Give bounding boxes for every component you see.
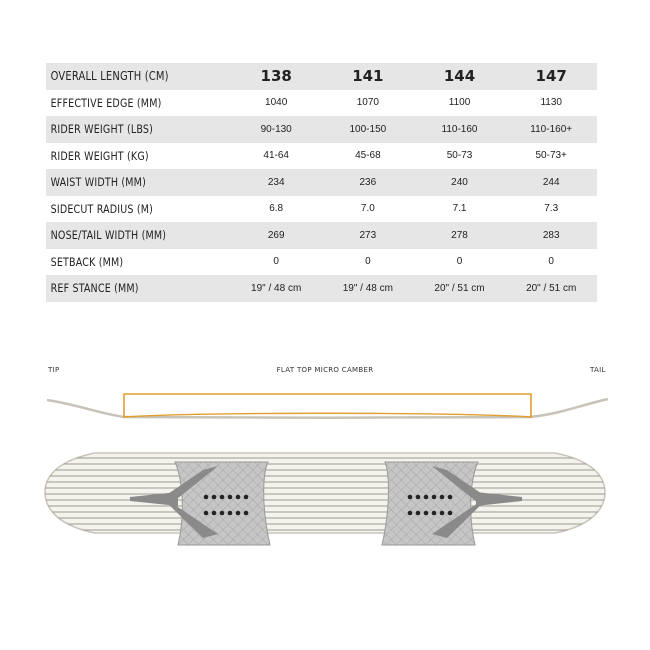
board-top-view bbox=[40, 453, 610, 545]
camber-profile-label: FLAT TOP MICRO CAMBER bbox=[276, 366, 374, 374]
size-147: 147 bbox=[535, 67, 567, 86]
spec-value: 269 bbox=[267, 229, 285, 241]
spec-value: 0 bbox=[273, 256, 279, 268]
spec-value: 7.3 bbox=[544, 203, 559, 215]
spec-label: RIDER WEIGHT (KG) bbox=[50, 148, 149, 163]
spec-value: 19" / 48 cm bbox=[342, 282, 393, 294]
spec-value: 1040 bbox=[265, 97, 288, 109]
spec-value: 240 bbox=[451, 176, 468, 188]
spec-label: OVERALL LENGTH (CM) bbox=[50, 69, 169, 84]
board-profile-curve bbox=[47, 399, 608, 418]
spec-label: NOSE/TAIL WIDTH (MM) bbox=[50, 228, 167, 243]
spec-value: 7.0 bbox=[360, 203, 375, 215]
spec-value: 244 bbox=[542, 176, 560, 188]
spec-value: 1130 bbox=[540, 97, 562, 109]
spec-label: REF STANCE (MM) bbox=[50, 281, 139, 296]
spec-value: 0 bbox=[456, 256, 463, 268]
tail-label: TAIL bbox=[590, 366, 606, 374]
spec-value: 234 bbox=[267, 176, 285, 188]
size-141: 141 bbox=[352, 67, 384, 86]
spec-label: SETBACK (MM) bbox=[50, 254, 124, 269]
spec-value: 283 bbox=[542, 229, 560, 241]
spec-value: 110-160 bbox=[441, 123, 478, 135]
spec-value: 0 bbox=[365, 256, 371, 268]
spec-value: 6.8 bbox=[269, 203, 284, 215]
spec-value: 50-73+ bbox=[535, 150, 567, 162]
spec-label: EFFECTIVE EDGE (MM) bbox=[50, 95, 162, 110]
spec-value: 100-150 bbox=[349, 123, 387, 135]
spec-value: 7.1 bbox=[452, 203, 467, 215]
tip-label: TIP bbox=[48, 366, 60, 374]
size-144: 144 bbox=[443, 67, 476, 86]
spec-value: 19" / 48 cm bbox=[251, 282, 302, 294]
spec-label: WAIST WIDTH (MM) bbox=[50, 175, 146, 190]
spec-value: 20" / 51 cm bbox=[434, 282, 485, 294]
spec-label: RIDER WEIGHT (LBS) bbox=[50, 122, 154, 137]
spec-value: 273 bbox=[359, 229, 377, 241]
spec-value: 0 bbox=[548, 256, 554, 268]
spec-label: SIDECUT RADIUS (M) bbox=[50, 201, 154, 216]
spec-value: 110-160+ bbox=[530, 123, 573, 135]
size-138: 138 bbox=[260, 67, 292, 86]
spec-value: 90-130 bbox=[260, 123, 292, 135]
spec-value: 41-64 bbox=[263, 150, 289, 162]
spec-value: 1100 bbox=[448, 97, 471, 109]
spec-value: 236 bbox=[359, 176, 377, 188]
spec-value: 50-73 bbox=[446, 150, 473, 162]
spec-value: 1070 bbox=[356, 97, 379, 109]
spec-value: 45-68 bbox=[355, 150, 381, 162]
spec-value: 20" / 51 cm bbox=[526, 282, 577, 294]
spec-value: 278 bbox=[451, 229, 468, 241]
